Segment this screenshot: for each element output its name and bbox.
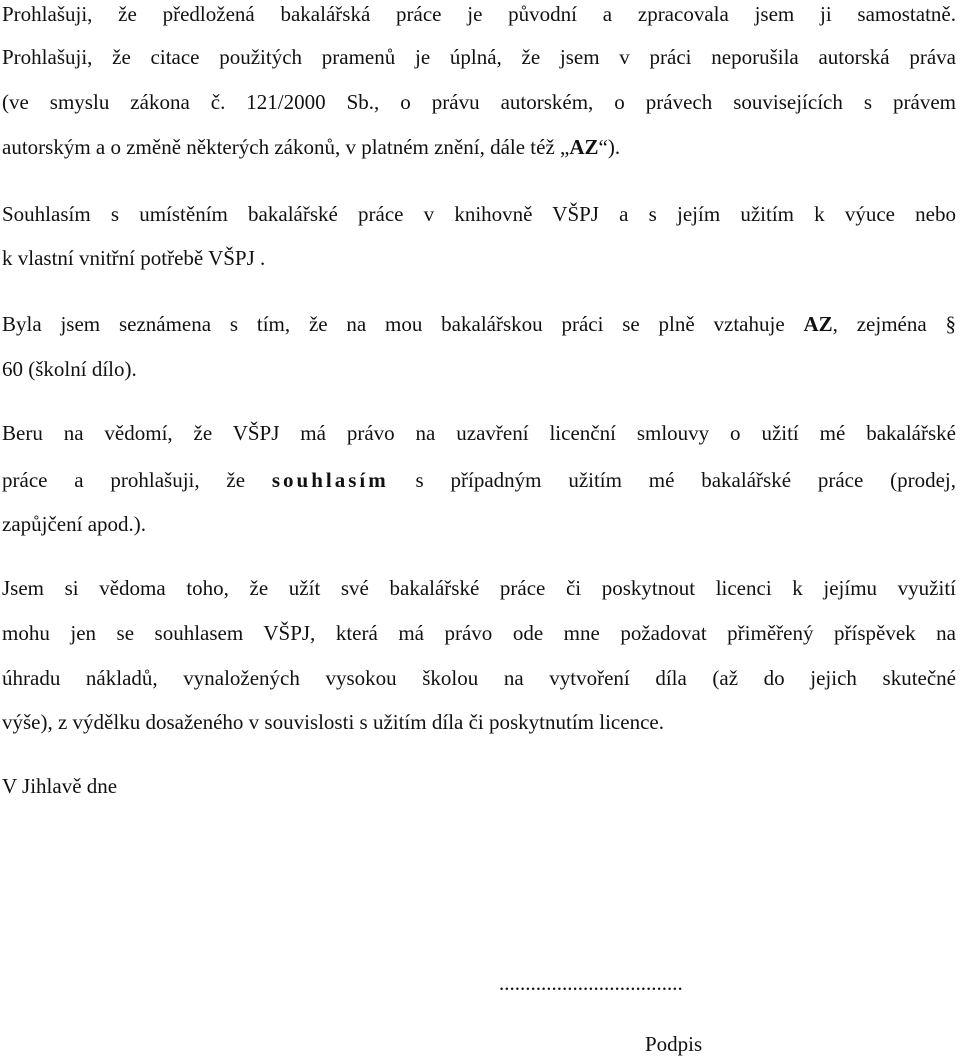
signature-line: ...................................	[499, 971, 683, 995]
p2-line-2: k vlastní vnitřní potřebě VŠPJ .	[2, 246, 266, 270]
p3-line-1	[2, 310, 956, 338]
p4-line-2	[2, 466, 956, 494]
p5-line-2: mohu jen se souhlasem VŠPJ, která má právo ode mne požadovat přiměřený příspěvek na	[2, 621, 956, 645]
place-date: V Jihlavě dne	[2, 774, 118, 798]
p2-line-1: Souhlasím s umístěním bakalářské práce v knihovně VŠPJ a s jejím užitím k výuce nebo	[2, 202, 956, 226]
p3-line-2: 60 (školní dílo).	[2, 357, 137, 381]
p5-line-1: Jsem si vědoma toho, že užít své bakalářské práce či poskytnout licenci k jejímu využití	[2, 576, 956, 600]
p5-line-4: výše), z výdělku dosaženého v souvislosti s užitím díla či poskytnutím licence.	[2, 710, 664, 734]
p4-line-2-end: s případným užitím mé bakalářské práce (prodej,	[388, 468, 956, 492]
p4-line-2-text: práce a prohlašuji, že	[2, 468, 272, 492]
p3-line-1-end: , zejména §	[832, 312, 957, 336]
p1-line-3: (ve smyslu zákona č. 121/2000 Sb., o právu autorském, o právech souvisejících s právem	[2, 90, 956, 114]
p1-line-1: Prohlašuji, že předložená bakalářská práce je původní a zpracovala jsem ji samostatně.	[2, 2, 956, 26]
p4-line-3: zapůjčení apod.).	[2, 512, 147, 536]
consent-word: souhlasím	[271, 468, 389, 492]
declaration-page	[2, 0, 956, 1060]
signature-label: Podpis	[645, 1032, 703, 1056]
p1-line-4-text: autorským a o změně některých zákonů, v platném znění, dále též „	[2, 135, 570, 159]
p1-line-2: Prohlašuji, že citace použitých pramenů je úplná, že jsem v práci neporušila autorská práva	[2, 45, 956, 69]
p3-line-1-text: Byla jsem seznámena s tím, že na mou bakalářskou práci se plně vztahuje	[2, 312, 804, 336]
p5-line-3: úhradu nákladů, vynaložených vysokou školou na vytvoření díla (až do jejich skutečné	[2, 666, 956, 690]
p4-line-1: Beru na vědomí, že VŠPJ má právo na uzavření licenční smlouvy o užití mé bakalářské	[2, 421, 956, 445]
az-abbreviation-2: AZ	[803, 312, 833, 336]
p1-line-4	[2, 133, 620, 161]
p1-line-4-end: “).	[598, 135, 621, 159]
az-abbreviation: AZ	[569, 135, 599, 159]
